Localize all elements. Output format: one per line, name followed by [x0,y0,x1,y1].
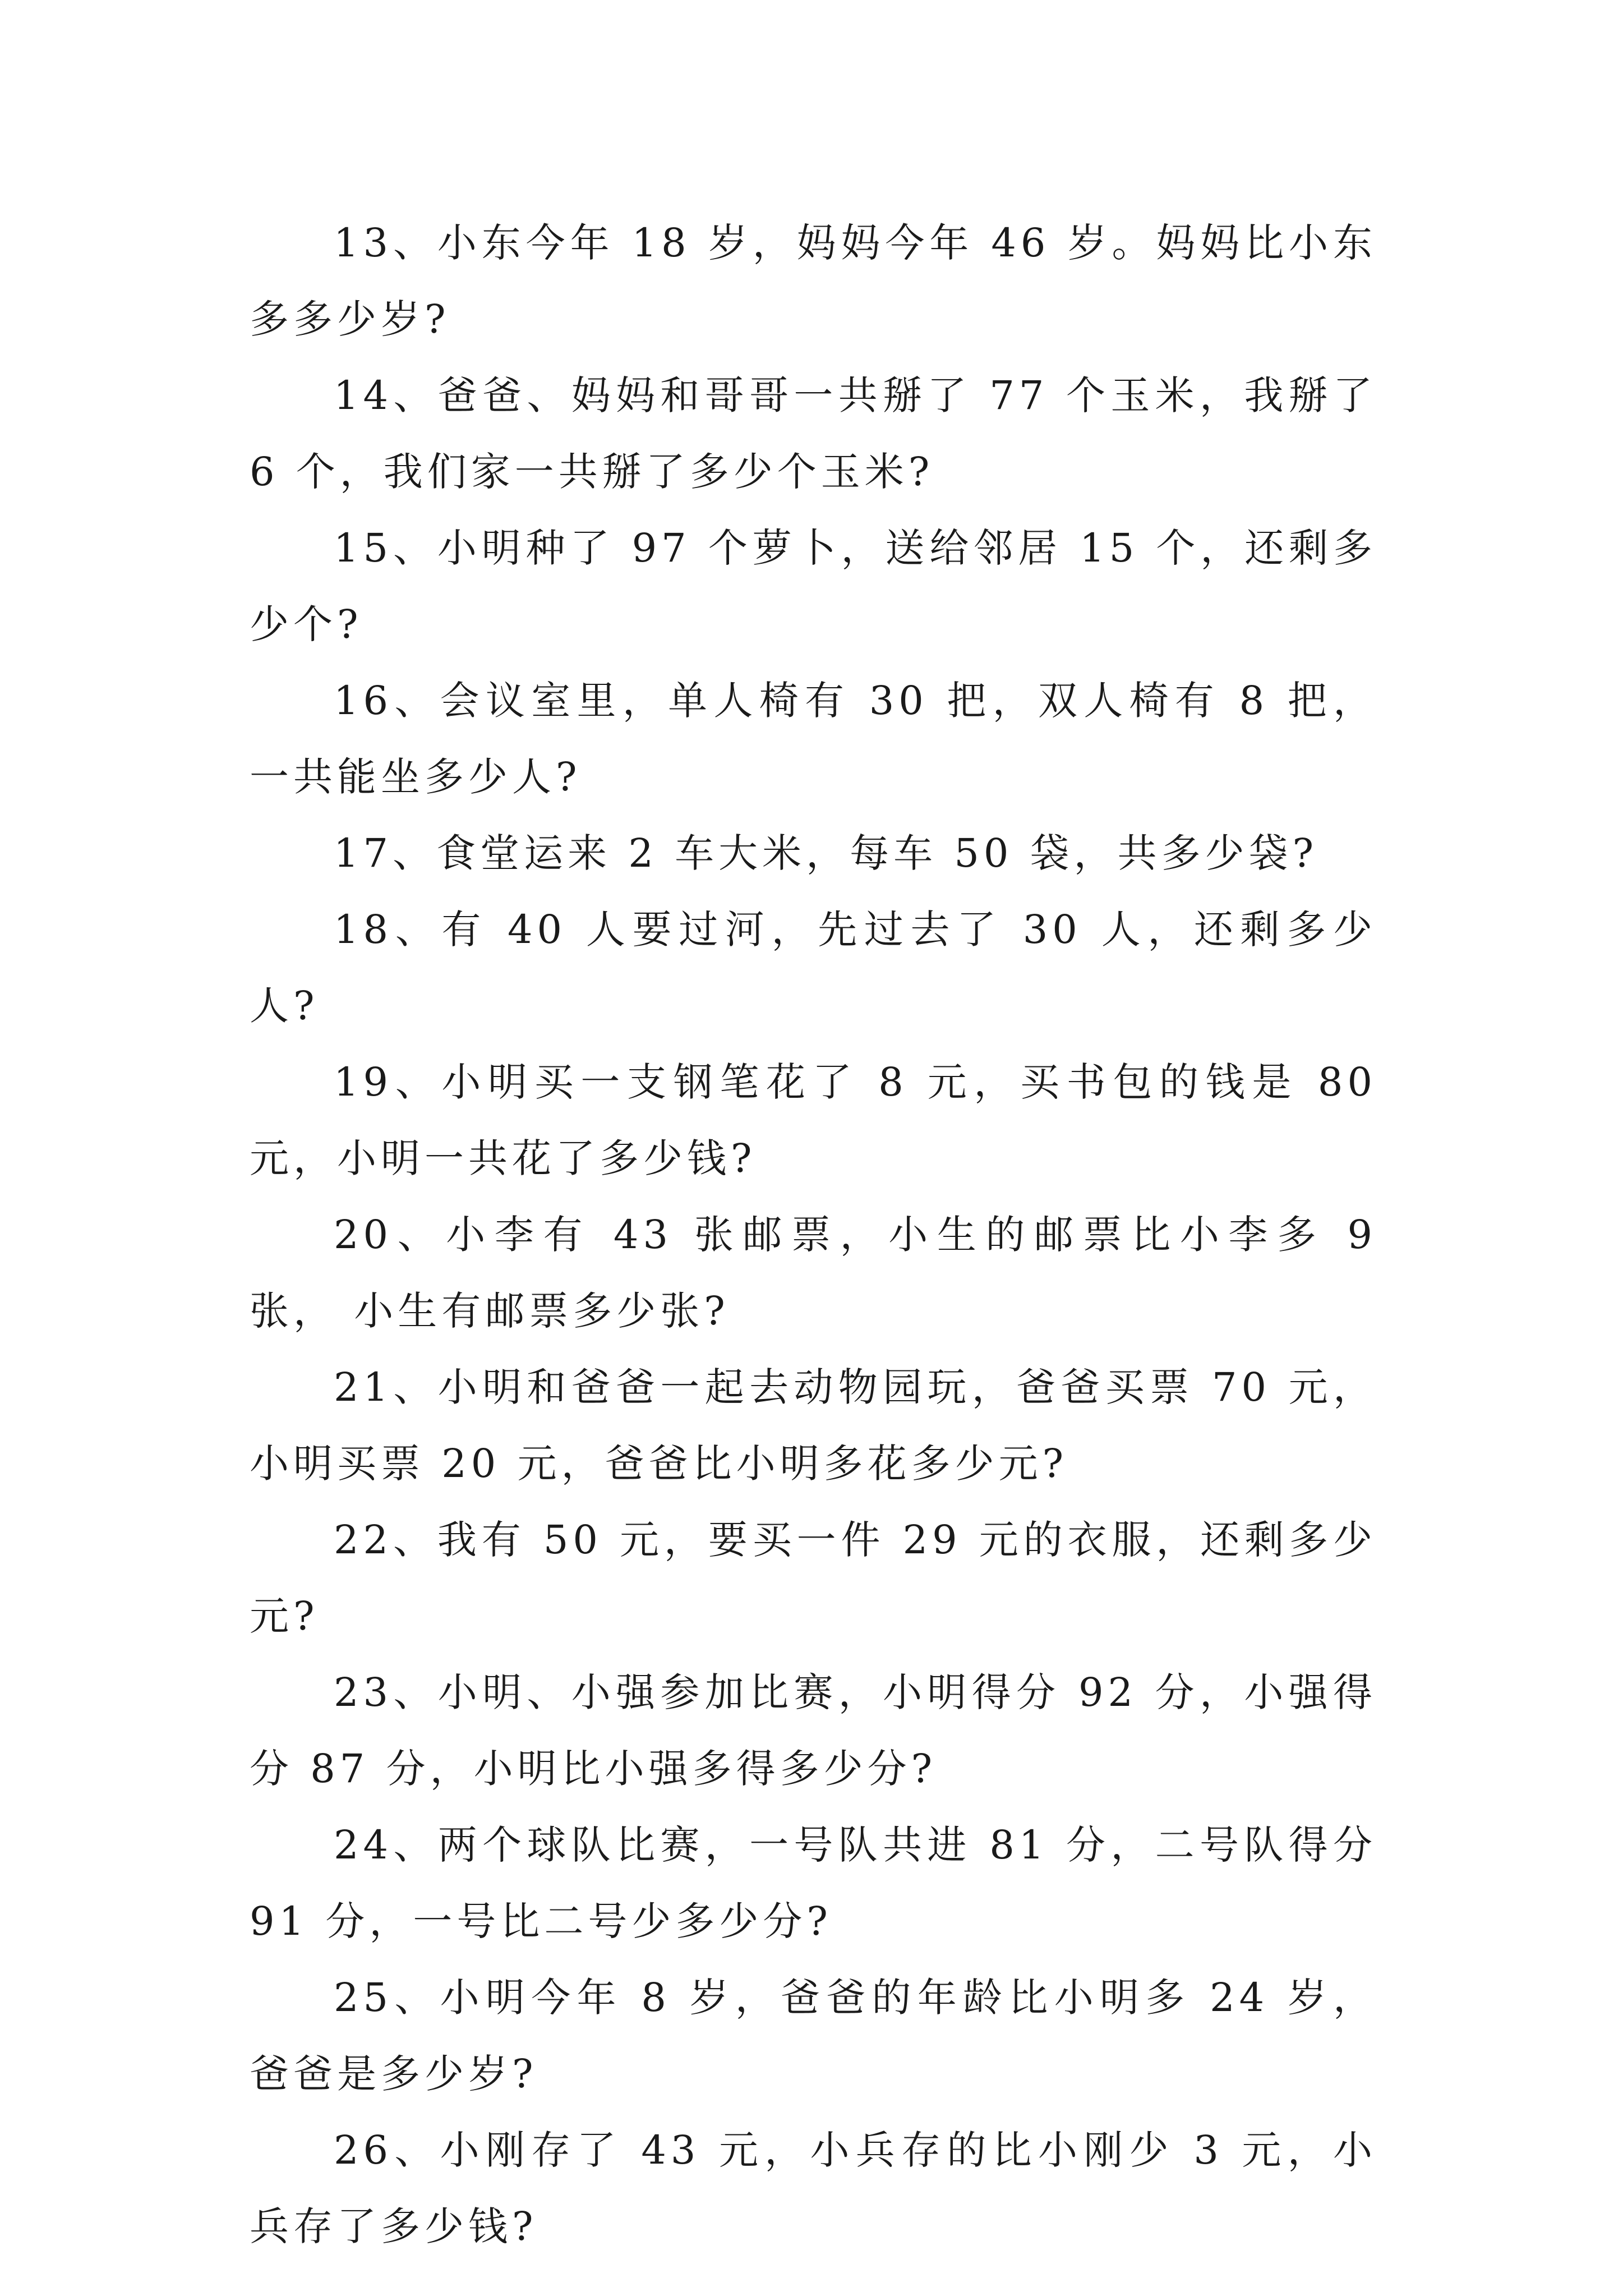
question-15: 15、小明种了 97 个萝卜，送给邻居 15 个，还剩多少个? [250,525,1377,647]
question-23: 23、小明、小强参加比赛，小明得分 92 分，小强得分 87 分，小明比小强多得多少分? [250,1669,1377,1792]
question-16: 16、会议室里，单人椅有 30 把，双人椅有 8 把，一共能坐多少人? [250,678,1377,800]
question-17: 17、食堂运来 2 车大米，每车 50 袋，共多少袋? [334,830,1318,876]
question-19: 19、小明买一支钢笔花了 8 元，买书包的钱是 80 元，小明一共花了多少钱? [250,1059,1377,1181]
question-14: 14、爸爸、妈妈和哥哥一共掰了 77 个玉米，我掰了 6 个，我们家一共掰了多少个玉米? [250,372,1377,495]
question-22: 22、我有 50 元，要买一件 29 元的衣服，还剩多少元? [250,1517,1377,1639]
question-18: 18、有 40 人要过河，先过去了 30 人，还剩多少人? [250,907,1377,1029]
document-page [250,205,1377,2265]
question-25: 25、小明今年 8 岁，爸爸的年龄比小明多 24 岁，爸爸是多少岁? [250,1975,1377,2097]
question-24: 24、两个球队比赛，一号队共进 81 分，二号队得分 91 分，一号比二号少多少分? [250,1822,1377,1944]
question-26: 26、小刚存了 43 元，小兵存的比小刚少 3 元，小兵存了多少钱? [250,2127,1377,2249]
question-20: 20、小李有 43 张邮票，小生的邮票比小李多 9 张， 小生有邮票多少张? [250,1212,1377,1334]
question-21: 21、小明和爸爸一起去动物园玩，爸爸买票 70 元，小明买票 20 元，爸爸比小明多花多少元? [250,1364,1377,1487]
question-13: 13、小东今年 18 岁，妈妈今年 46 岁。妈妈比小东多多少岁? [250,220,1377,342]
